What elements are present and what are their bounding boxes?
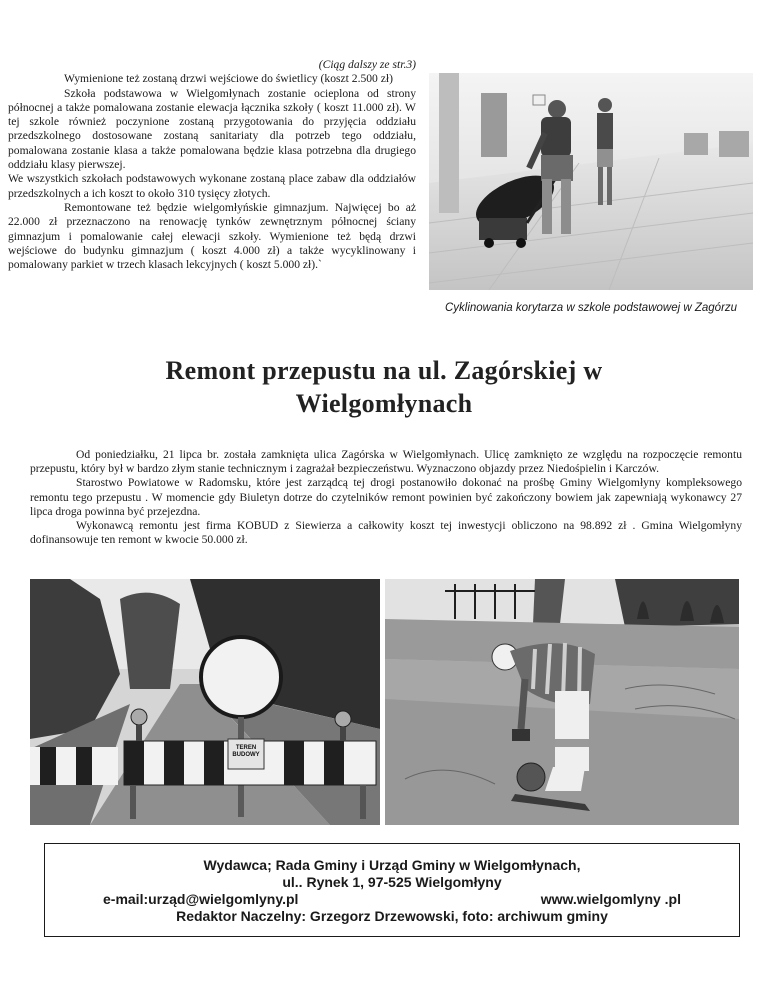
publisher-footer xyxy=(44,843,740,937)
main-article xyxy=(30,448,742,547)
article-headline xyxy=(40,354,728,420)
paragraph: Starostwo Powiatowe w Radomsku, które jest zarządcą tej drogi postanowiło dokonać na prośbę Gminy Wielgomłyny kompleksowego remontu tego przepustu . W momencie gdy Biuletyn dotrze do czytelników remont powinien być zakończony bowiem jak zapewniają wykonawcy 27 lipca droga powinna być przejezdna. xyxy=(30,476,742,518)
sign-label: BUDOWY xyxy=(232,752,260,758)
road-closure-illustration xyxy=(30,579,380,825)
paragraph: Remontowane też będzie wielgomłyńskie gimnazjum. Najwięcej bo aż 22.000 zł przeznaczono na renowację tynków zewnętrznym północnej ściany gimnazjum i pomalowanie całej elewacji szkoły. Wymienione też będą drzwi wejściowe do budynku gimnazjum ( koszt 4.000 zł) a także wycyklinowany i pomalowany parkiet w trzech klasach lekcyjnych ( koszt 5.000 zł).` xyxy=(8,200,416,272)
paragraph: We wszystkich szkołach podstawowych wykonane zostaną place zabaw dla oddziałów przedszkolnych a ich koszt to około 310 tysięcy złotych. xyxy=(8,172,416,200)
headline-line: Remont przepustu na ul. Zagórskiej w xyxy=(165,356,603,385)
address-line: ul.. Rynek 1, 97-525 Wielgomłyny xyxy=(282,874,502,890)
worker-illustration xyxy=(385,579,739,825)
top-article xyxy=(8,58,416,272)
email-link[interactable]: e-mail:urząd@wielgomlyny.pl xyxy=(103,891,299,907)
publisher-line: Wydawca; Rada Gminy i Urząd Gminy w Wielgomłynach, xyxy=(203,857,581,873)
floor-sanding-illustration xyxy=(429,73,753,290)
paragraph: Wymienione też zostaną drzwi wejściowe do świetlicy (koszt 2.500 zł) xyxy=(64,72,393,86)
floor-sanding-photo xyxy=(429,73,753,290)
editor-line: Redaktor Naczelny: Grzegorz Drzewowski, foto: archiwum gminy xyxy=(176,908,608,924)
website-link[interactable]: www.wielgomlyny .pl xyxy=(540,891,681,907)
sign-label: TEREN xyxy=(235,745,257,751)
paragraph: Od poniedziałku, 21 lipca br. została zamknięta ulica Zagórska w Wielgomłynach. Ulicę zamknięto ze względu na rozpoczęcie remontu przepustu, który był w bardzo złym stanie technicznym i zagrażał bezpieczeństwu. Wyznaczono objazdy przez Niedośpielin i Karczów. xyxy=(30,448,742,476)
headline-line: Wielgomłynach xyxy=(295,389,473,418)
continuation-note: (Ciąg dalszy ze str.3) xyxy=(318,58,416,71)
photo-caption: Cyklinowania korytarza w szkole podstawowej w Zagórzu xyxy=(444,302,738,314)
paragraph: Szkoła podstawowa w Wielgomłynach zostanie ocieplona od strony północnej a także pomalowana zostanie elewacja łącznika szkoły ( koszt 11.000 zł). W tej szkole również poczynione zostaną przygotowania do przyjęcia oddziału przedszkolnego dostosowane zostaną sanitariaty dla potrzeb tego oddziału, pomalowana zostanie klasa a także pomalowana będzie klasa potrzebna dla drugiego oddziału klasy pierwszej. xyxy=(8,86,416,172)
worker-photo xyxy=(385,579,739,825)
paragraph: Wykonawcą remontu jest firma KOBUD z Siewierza a całkowity koszt tej inwestycji obliczono na 98.892 zł . Gmina Wielgomłyny dofinansowuje ten remont w kwocie 50.000 zł. xyxy=(30,519,742,547)
road-closure-photo xyxy=(30,579,380,825)
